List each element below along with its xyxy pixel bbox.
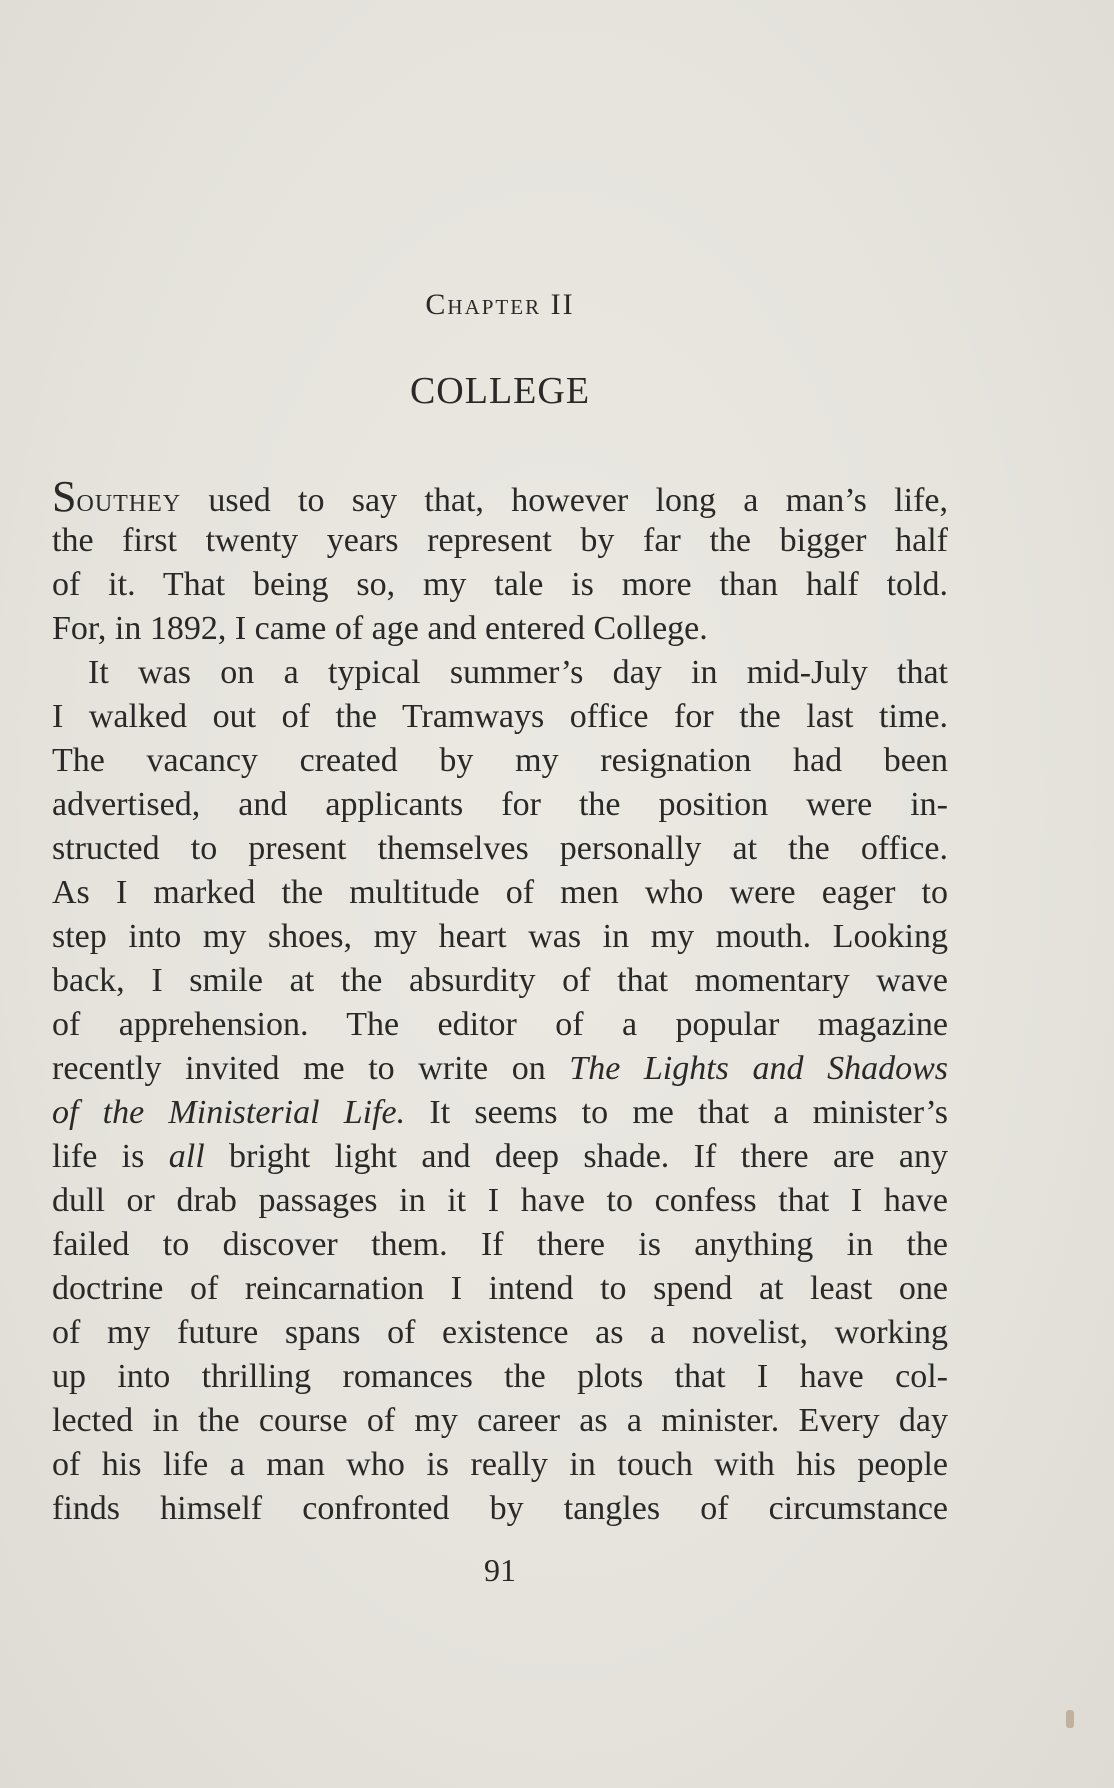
paper-speck [1066,1710,1074,1728]
chapter-title: COLLEGE [409,370,591,412]
italic-emphasis: all [168,1138,205,1175]
italic-title: of the Ministerial Life. [52,1094,406,1131]
text-line: failed to discover them. If there is anything in the [52,1226,948,1263]
text-line [52,1135,948,1179]
text-segment: bright light and deep shade. If there are any [204,1138,948,1175]
drop-capital: S [52,472,77,521]
text-line: of his life a man who is really in touch with his people [52,1446,948,1483]
text-segment: It seems to me that a minister’s [405,1094,948,1131]
text-line: lected in the course of my career as a minister. Every day [52,1402,948,1439]
italic-title: The Lights and Shadows [569,1050,948,1087]
text-line: dull or drab passages in it I have to confess that I have [52,1182,948,1219]
text-segment: life is [52,1138,169,1175]
text-line [52,1047,948,1091]
text-line: of my future spans of existence as a novelist, working [52,1314,948,1351]
text-line: the first twenty years represent by far the bigger half [52,522,948,559]
text-line: As I marked the multitude of men who were eager to [52,874,948,911]
text-line: back, I smile at the absurdity of that momentary wave [52,962,948,999]
text-line-rest: used to say that, however long a man’s life, [181,482,948,519]
chapter-label: Chapter II [425,288,575,321]
text-line: of apprehension. The editor of a popular magazine [52,1006,948,1043]
text-line: step into my shoes, my heart was in my mouth. Looking [52,918,948,955]
text-line: For, in 1892, I came of age and entered College. [52,610,708,647]
text-line: up into thrilling romances the plots that I have col- [52,1358,948,1395]
text-line: It was on a typical summer’s day in mid-July that [88,654,948,691]
text-segment: recently invited me to write on [52,1050,570,1087]
text-line [52,1091,948,1135]
text-line: advertised, and applicants for the position were in- [52,786,948,823]
text-line: doctrine of reincarnation I intend to spend at least one [52,1270,948,1307]
text-line: structed to present themselves personally at the office. [52,830,948,867]
text-line [52,472,948,521]
opening-word-rest: outhey [76,482,182,519]
text-line: I walked out of the Tramways office for the last time. [52,698,948,735]
text-line: of it. That being so, my tale is more than half told. [52,566,948,603]
text-line: The vacancy created by my resignation had been [52,742,948,779]
page-number: 91 [484,1552,516,1588]
body-text [52,472,948,1531]
text-line: finds himself confronted by tangles of circumstance [52,1490,948,1527]
